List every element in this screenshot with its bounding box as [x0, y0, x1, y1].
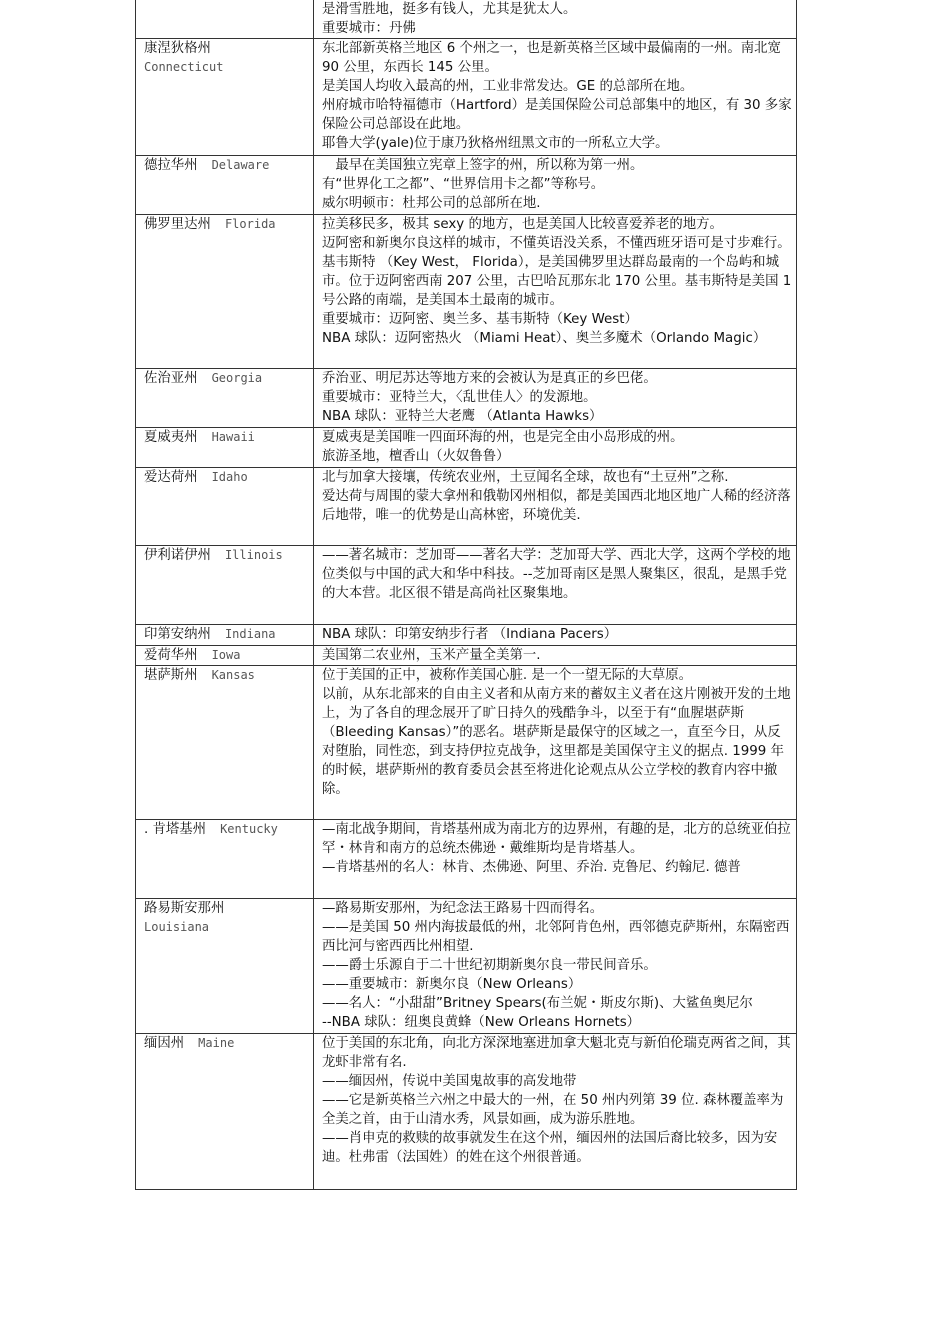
description-line: 迈阿密和新奥尔良这样的城市，不懂英语没关系，不懂西班牙语可是寸步难行。 [322, 236, 791, 251]
description-line: 北与加拿大接壤，传统农业州，土豆闻名全球，故也有“土豆州”之称. [322, 470, 729, 485]
state-row [136, 369, 797, 428]
state-row [136, 39, 797, 156]
state-english-name: Indiana [224, 627, 276, 641]
state-chinese-name: . 肯塔基州 [144, 822, 207, 837]
state-chinese-name: 堪萨斯州 [144, 668, 198, 683]
description-line: 基韦斯特 （Key West， Florida），是美国佛罗里达群岛最南的一个岛屿和城市。位于迈阿密西南 207 公里，古巴哈瓦那东北 170 公里。基韦斯特是美国 1 号公路的南端，是美国本土最南的城市。 [322, 255, 792, 308]
state-chinese-name: 德拉华州 [144, 158, 198, 173]
state-english-name: Iowa [211, 648, 241, 662]
state-description-cell [314, 646, 797, 666]
state-description-cell [314, 215, 797, 369]
state-english-name: Kentucky [220, 822, 278, 836]
state-description-cell [314, 0, 797, 39]
description-line: 夏威夷是美国唯一四面环海的州，也是完全由小岛形成的州。 [322, 430, 684, 445]
state-name-cell [136, 820, 314, 899]
description-line: —肯塔基州的名人：林肯、杰佛逊、阿里、乔治. 克鲁尼、约翰尼. 德普 [322, 860, 741, 875]
state-name-cell [136, 899, 314, 1034]
description-line: 州府城市哈特福德市（Hartford）是美国保险公司总部集中的地区，有 30 多家保险公司总部设在此地。 [322, 98, 792, 132]
state-english-name: Louisiana [144, 920, 210, 934]
state-chinese-name: 伊利诺伊州 [144, 548, 211, 563]
description-line: 以前，从东北部来的自由主义者和从南方来的蓄奴主义者在这片刚被开发的土地上，为了各自的理念展开了旷日持久的残酷争斗，以至于有“血腥堪萨斯（Bleeding Kansas）”的恶名。堪萨斯是最保守的区域之一，直至今日，从反对堕胎，同性恋，到支持伊拉克战争，这里都是美国保守主义的据点. 1999 年的时候，堪萨斯州的教育委员会甚至将进化论观点从公立学校的教育内容中撤除。 [322, 687, 791, 797]
state-description-cell [314, 39, 797, 156]
description-line: 位于美国的正中，被称作美国心脏. 是一个一望无际的大草原。 [322, 668, 693, 683]
state-description-cell [314, 820, 797, 899]
state-row [136, 0, 797, 39]
description-line: —南北战争期间，肯塔基州成为南北方的边界州，有趣的是，北方的总统亚伯拉罕・林肯和南方的总统杰佛逊・戴维斯均是肯塔基人。 [322, 822, 791, 856]
state-english-name: Florida [224, 217, 276, 231]
state-description-cell [314, 369, 797, 428]
description-line: 拉美移民多，极其 sexy 的地方，也是美国人比较喜爱养老的地方。 [322, 217, 723, 232]
state-name-cell [136, 215, 314, 369]
description-line: ——名人：“小甜甜”Britney Spears(布兰妮・斯皮尔斯)、大鲨鱼奥尼尔 [322, 996, 753, 1011]
state-description-cell [314, 428, 797, 468]
description-line: 是美国人均收入最高的州，工业非常发达。GE 的总部所在地。 [322, 79, 694, 94]
description-line: 威尔明顿市：杜邦公司的总部所在地. [322, 196, 541, 211]
description-line: ——爵士乐源自于二十世纪初期新奥尔良一带民间音乐。 [322, 958, 657, 973]
description-line: 最早在美国独立宪章上签字的州，所以称为第一州。 [322, 158, 644, 173]
state-english-name: Illinois [224, 548, 283, 562]
description-line: 东北部新英格兰地区 6 个州之一，也是新英格兰区域中最偏南的一州。南北宽 90 公里，东西长 145 公里。 [322, 41, 781, 75]
state-english-name: Hawaii [211, 430, 255, 444]
state-name-cell [136, 625, 314, 646]
state-row [136, 666, 797, 820]
description-line: ——肖申克的救赎的故事就发生在这个州，缅因州的法国后裔比较多，因为安迪。杜弗雷（法国姓）的姓在这个州很普通。 [322, 1131, 778, 1165]
state-row [136, 215, 797, 369]
description-line: 重要城市：丹佛 [322, 21, 416, 36]
description-line: 位于美国的东北角，向北方深深地塞进加拿大魁北克与新伯伦瑞克两省之间，其龙虾非常有名. [322, 1036, 791, 1070]
state-name-cell [136, 546, 314, 625]
state-description-cell [314, 1034, 797, 1190]
state-chinese-name: 康涅狄格州 [144, 41, 211, 56]
description-line: —路易斯安那州，为纪念法王路易十四而得名。 [322, 901, 604, 916]
state-name-cell [136, 156, 314, 215]
state-row [136, 820, 797, 899]
description-line: ——著名城市：芝加哥——著名大学：芝加哥大学、西北大学，这两个学校的地位类似与中国的武大和华中科技。--芝加哥南区是黑人聚集区，很乱，是黑手党的大本营。北区很不错是高尚社区聚集地。 [322, 548, 791, 601]
description-line: NBA 球队：迈阿密热火 （Miami Heat）、奥兰多魔术（Orlando Magic） [322, 331, 767, 346]
description-line: --NBA 球队：纽奥良黄蜂（New Orleans Hornets） [322, 1015, 641, 1030]
state-name-cell [136, 468, 314, 546]
state-english-name: Georgia [211, 371, 263, 385]
state-name-cell [136, 369, 314, 428]
description-line: 重要城市：亚特兰大，〈乱世佳人〉的发源地。 [322, 390, 597, 405]
state-row [136, 428, 797, 468]
description-line: ——是美国 50 州内海拔最低的州，北邻阿肯色州，西邻德克萨斯州，东隔密西西比河与密西西比州相望. [322, 920, 790, 954]
state-row [136, 468, 797, 546]
state-description-cell [314, 468, 797, 546]
description-line: 旅游圣地，檀香山（火奴鲁鲁） [322, 449, 510, 464]
state-row [136, 625, 797, 646]
state-description-cell [314, 625, 797, 646]
state-chinese-name: 爱达荷州 [144, 470, 198, 485]
state-name-cell [136, 646, 314, 666]
states-table-body [136, 0, 797, 1190]
description-line: ——重要城市：新奥尔良（New Orleans） [322, 977, 582, 992]
description-line: 爱达荷与周围的蒙大拿州和俄勒冈州相似，都是美国西北地区地广人稀的经济落后地带，唯一的优势是山高林密，环境优美. [322, 489, 791, 523]
state-description-cell [314, 156, 797, 215]
states-table [135, 0, 797, 1190]
description-line: NBA 球队：印第安纳步行者 （Indiana Pacers） [322, 627, 618, 642]
state-description-cell [314, 899, 797, 1034]
state-chinese-name: 爱荷华州 [144, 648, 198, 663]
state-row [136, 1034, 797, 1190]
state-name-cell [136, 1034, 314, 1190]
state-english-name: Connecticut [144, 60, 224, 74]
state-chinese-name: 佐治亚州 [144, 371, 198, 386]
state-english-name: Maine [198, 1036, 235, 1050]
state-row [136, 899, 797, 1034]
state-english-name: Kansas [211, 668, 255, 682]
state-chinese-name: 佛罗里达州 [144, 217, 211, 232]
state-name-cell [136, 428, 314, 468]
state-english-name: Delaware [211, 158, 270, 172]
state-chinese-name: 缅因州 [144, 1036, 185, 1051]
state-chinese-name: 路易斯安那州 [144, 901, 225, 916]
state-chinese-name: 夏威夷州 [144, 430, 198, 445]
description-line: NBA 球队：亚特兰大老鹰 （Atlanta Hawks） [322, 409, 603, 424]
description-line: 有“世界化工之都”、“世界信用卡之都”等称号。 [322, 177, 605, 192]
state-name-cell [136, 39, 314, 156]
description-line: 重要城市：迈阿密、奥兰多、基韦斯特（Key West） [322, 312, 638, 327]
state-name-cell [136, 0, 314, 39]
state-english-name: Idaho [211, 470, 248, 484]
description-line: 是滑雪胜地，挺多有钱人，尤其是犹太人。 [322, 2, 577, 17]
description-line: 耶鲁大学(yale)位于康乃狄格州纽黑文市的一所私立大学。 [322, 136, 669, 151]
state-row [136, 546, 797, 625]
state-row [136, 156, 797, 215]
description-line: 乔治亚、明尼苏达等地方来的会被认为是真正的乡巴佬。 [322, 371, 657, 386]
state-description-cell [314, 666, 797, 820]
state-name-cell [136, 666, 314, 820]
description-line: 美国第二农业州，玉米产量全美第一. [322, 648, 541, 663]
state-chinese-name: 印第安纳州 [144, 627, 211, 642]
description-line: ——它是新英格兰六州之中最大的一州，在 50 州内列第 39 位. 森林覆盖率为全美之首，由于山清水秀，风景如画，成为游乐胜地。 [322, 1093, 784, 1127]
description-line: ——缅因州，传说中美国鬼故事的高发地带 [322, 1074, 577, 1089]
state-description-cell [314, 546, 797, 625]
state-row [136, 646, 797, 666]
